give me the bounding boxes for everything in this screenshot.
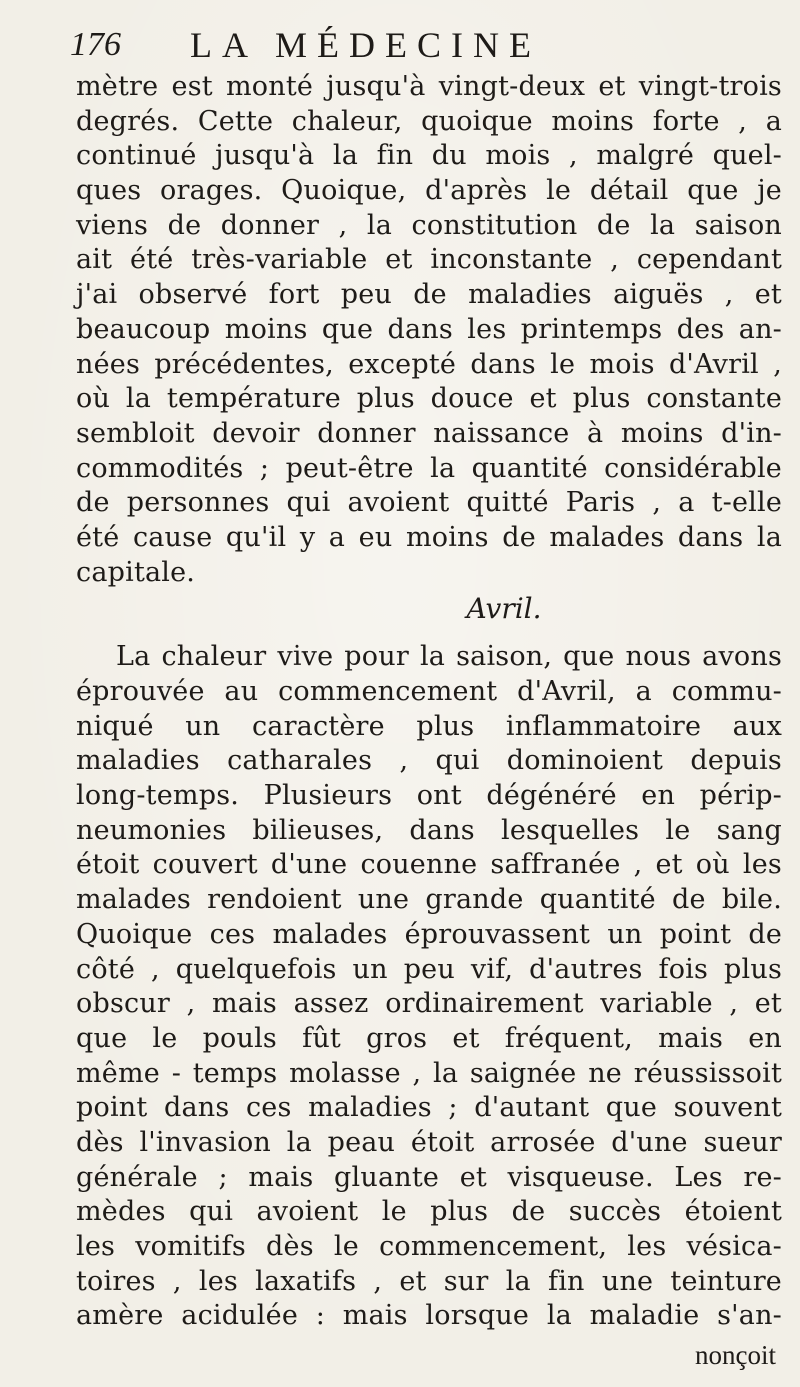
text-line: amère acidulée : mais lorsque la maladie s'an- (76, 1300, 782, 1332)
text-line: générale ; mais gluante et visqueuse. Les re- (76, 1161, 782, 1193)
page-header (70, 18, 770, 74)
text-line: commodités ; peut-être la quantité considérable (76, 452, 782, 484)
text-line: que le pouls fût gros et fréquent, mais en (76, 1022, 782, 1054)
text-line: j'ai observé fort peu de maladies aiguës , et (76, 279, 782, 311)
text-line: neumonies bilieuses, dans lesquelles le sang (76, 814, 782, 846)
text-line: beaucoup moins que dans les printemps des an- (76, 313, 782, 345)
text-line: malades rendoient une grande quantité de bile. (76, 884, 782, 916)
text-line: sembloit devoir donner naissance à moins d'in- (76, 417, 782, 449)
text-line: étoit couvert d'une couenne saffranée , et où les (76, 849, 782, 881)
text-line: de personnes qui avoient quitté Paris , a t-elle (76, 487, 782, 519)
text-line: ques orages. Quoique, d'après le détail que je (76, 175, 782, 207)
text-line: La chaleur vive pour la saison, que nous avons (116, 641, 782, 673)
text-line: même - temps molasse , la saignée ne réussissoit (76, 1057, 782, 1089)
text-line: long-temps. Plusieurs ont dégénéré en périp- (76, 780, 782, 812)
page-number: 176 (70, 26, 121, 63)
text-line: côté , quelquefois un peu vif, d'autres fois plus (76, 953, 782, 985)
paragraph-1 (76, 70, 782, 590)
text-line: Quoique ces malades éprouvassent un point de (76, 918, 782, 950)
text-line: mètre est monté jusqu'à vingt-deux et vingt-trois (76, 71, 782, 102)
text-line: capitale. (76, 556, 196, 588)
text-line: maladies catharales , qui dominoient depuis (76, 745, 782, 777)
text-line: point dans ces maladies ; d'autant que souvent (76, 1092, 782, 1124)
text-block (76, 70, 782, 1334)
text-line: où la température plus douce et plus constante (76, 383, 782, 415)
text-line: obscur , mais assez ordinairement variable , et (76, 988, 782, 1020)
text-line: nées précédentes, excepté dans le mois d'Avril , (76, 348, 782, 380)
text-line: les vomitifs dès le commencement, les vésica- (76, 1231, 782, 1262)
section-title: Avril. (466, 592, 542, 626)
text-line: mèdes qui avoient le plus de succès étoient (76, 1196, 782, 1228)
running-head: LA MÉDECINE (190, 25, 541, 65)
text-line: éprouvée au commencement d'Avril, a commu- (76, 676, 782, 707)
text-line: ait été très-variable et inconstante , cependant (76, 244, 782, 276)
paragraph-2 (76, 640, 782, 1334)
text-line: degrés. Cette chaleur, quoique moins forte , a (76, 105, 782, 137)
text-line: dès l'invasion la peau étoit arrosée d'une sueur (76, 1126, 782, 1158)
text-line: été cause qu'il y a eu moins de malades dans la (76, 521, 782, 553)
catchword: nonçoit (695, 1340, 776, 1370)
text-line: toires , les laxatifs , et sur la fin une teinture (76, 1265, 782, 1297)
text-line: continué jusqu'à la fin du mois , malgré quel- (76, 140, 782, 172)
text-line: viens de donner , la constitution de la saison (76, 209, 782, 241)
text-line: niqué un caractère plus inflammatoire aux (76, 710, 782, 742)
